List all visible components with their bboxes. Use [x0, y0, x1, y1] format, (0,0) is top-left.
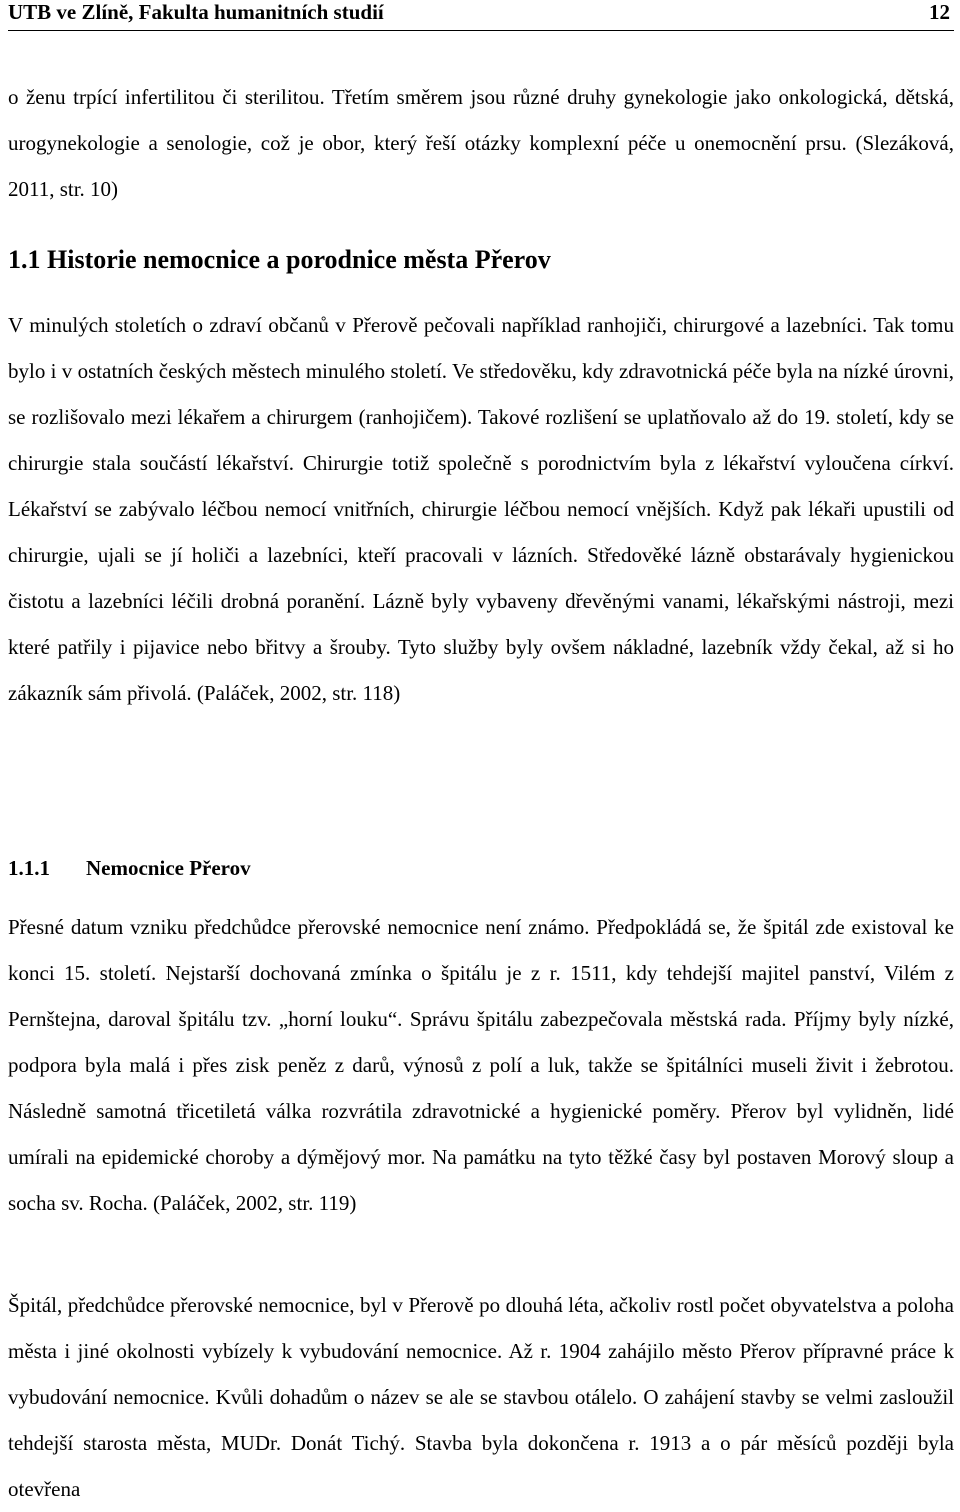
page-number: 12	[929, 0, 950, 24]
paragraph-hospital-origin: Přesné datum vzniku předchůdce přerovské nemocnice není známo. Předpokládá se, že špitál zde existoval ke konci 15. století. Nejstarší dochovaná zmínka o špitálu je z r. 1511, kdy tehdejší majitel panství, Vilém z Pernštejna, daroval špitálu tzv. „horní louku“. Správu špitálu zabezpečovala městská rada. Příjmy byly nízké, podpora byla malá i přes zisk peněz z darů, výnosů z polí a luk, takže se špitálníci museli živit i žebrotou. Následně samotná třicetiletá válka rozvrátila zdravotnické a hygienické poměry. Přerov byl vylidněn, lidé umírali na epidemické choroby a dýmějový mor. Na památku na tyto těžké časy byl postaven Morový sloup a socha sv. Rocha. (Paláček, 2002, str. 119)	[8, 915, 954, 1215]
page-header	[8, 0, 954, 31]
paragraph-intro: o ženu trpící infertilitou či sterilitou. Třetím směrem jsou různé druhy gynekologie jako onkologická, dětská, urogynekologie a senologie, což je obor, který řeší otázky komplexní péče u onemocnění prsu. (Slezáková, 2011, str. 10)	[8, 85, 954, 201]
subsection-heading-1-1-1	[8, 856, 251, 881]
paragraph-history: V minulých stoletích o zdraví občanů v Přerově pečovali například ranhojiči, chirurgové a lazebníci. Tak tomu bylo i v ostatních českých městech minulého století. Ve středověku, kdy zdravotnická péče byla na nízké úrovni, se rozlišovalo mezi lékařem a chirurgem (ranhojičem). Takové rozlišení se uplatňovalo až do 19. století, kdy se chirurgie stala součástí lékařství. Chirurgie totiž společně s porodnictvím byla z lékařství vyloučena církví. Lékařství se zabývalo léčbou nemocí vnitřních, chirurgie léčbou nemocí vnějších. Když pak lékaři upustili od chirurgie, ujali se jí holiči a lazebníci, kteří pracovali v lázních. Středověké lázně obstarávaly hygienickou čistotu a lazebníci léčili drobná poranění. Lázně byly vybaveny dřevěnými vanami, lékařskými nástroji, mezi které patřily i pijavice nebo břitvy a šrouby. Tyto služby byly ovšem nákladné, lazebník vždy čekal, až si ho zákazník sám přivolá. (Paláček, 2002, str. 118)	[8, 313, 954, 705]
header-title: UTB ve Zlíně, Fakulta humanitních studií	[8, 0, 384, 24]
document-page	[8, 0, 954, 1501]
section-heading-1-1: 1.1 Historie nemocnice a porodnice města Přerov	[8, 245, 551, 274]
subsection-number: 1.1.1	[8, 856, 50, 880]
subsection-title: Nemocnice Přerov	[86, 856, 251, 880]
paragraph-hospital-construction: Špitál, předchůdce přerovské nemocnice, byl v Přerově po dlouhá léta, ačkoliv rostl počet obyvatelstva a poloha města i jiné okolnosti vybízely k vybudování nemocnice. Až r. 1904 zahájilo město Přerov přípravné práce k vybudování nemocnice. Kvůli dohadům o název se ale se stavbou otálelo. O zahájení stavby se velmi zasloužil tehdejší starosta města, MUDr. Donát Tichý. Stavba byla dokončena r. 1913 a o pár měsíců později byla otevřena	[8, 1293, 954, 1501]
